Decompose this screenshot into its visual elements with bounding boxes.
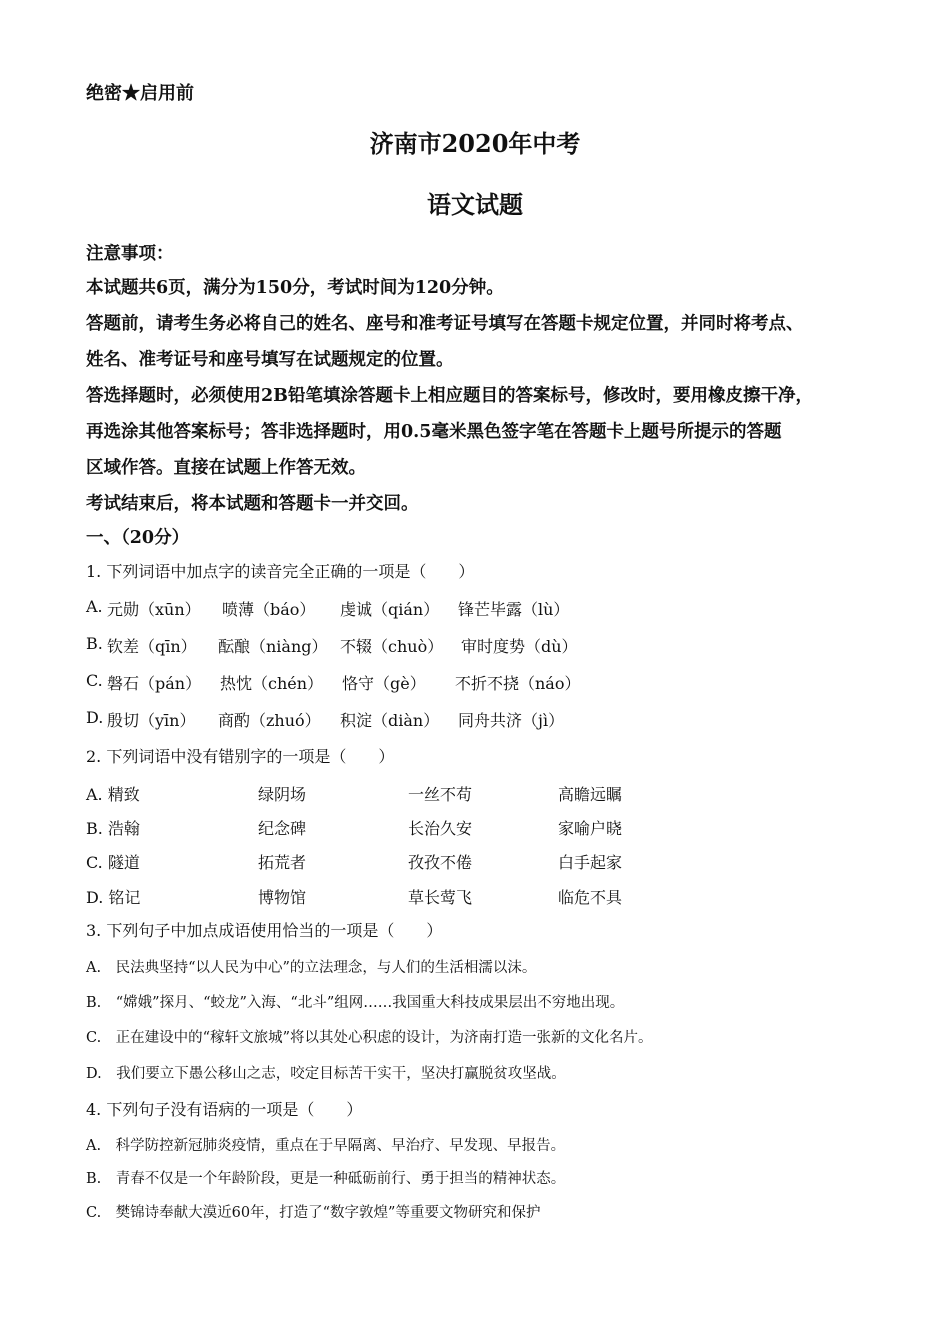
q2-option-item: 博物馆 xyxy=(258,888,307,907)
q2-option-item: 临危不具 xyxy=(558,888,623,907)
section-heading: 一、（20分） xyxy=(86,528,190,548)
q2-option-item: 长治久安 xyxy=(408,819,473,838)
q1-option-item: 虔诚（qián） xyxy=(340,600,440,619)
q2-option-item: 草长莺飞 xyxy=(408,888,473,907)
q1-option-item: 喷薄（báo） xyxy=(222,600,316,619)
q2-option-item: 拓荒者 xyxy=(258,853,307,872)
notes-line: 本试题共6页，满分为150分，考试时间为120分钟。 xyxy=(86,278,504,298)
q2-option-label: A. 精致 xyxy=(86,785,140,804)
exam-title: 济南市2020年中考 xyxy=(369,129,581,158)
q1-option-label: B. xyxy=(86,634,103,653)
q2-option-item: 高瞻远瞩 xyxy=(558,785,623,804)
q1-option-item: 钦差（qīn） xyxy=(107,637,197,656)
notes-line: 再选涂其他答案标号；答非选择题时，用0.5毫米黑色签字笔在答题卡上题号所提示的答题 xyxy=(86,422,782,442)
q1-option-item: 锋芒毕露（lù） xyxy=(458,600,570,619)
q1-option-item: 酝酿（niàng） xyxy=(218,637,328,656)
q3-option: A. 民法典坚持“以人民为中心”的立法理念，与人们的生活相濡以沫。 xyxy=(86,960,537,976)
q1-option-item: 殷切（yīn） xyxy=(107,711,196,730)
q1-option-item: 恪守（gè） xyxy=(342,674,426,693)
q4-option: B. 青春不仅是一个年龄阶段，更是一种砥砺前行、勇于担当的精神状态。 xyxy=(86,1171,566,1187)
q1-option-item: 不辍（chuò） xyxy=(340,637,444,656)
exam-subtitle: 语文试题 xyxy=(427,190,523,219)
q3-option: D. 我们要立下愚公移山之志，咬定目标苦干实干，坚决打赢脱贫攻坚战。 xyxy=(86,1066,566,1082)
q1-option-label: C. xyxy=(86,671,103,690)
q2-option-item: 纪念碑 xyxy=(258,819,307,838)
q4-option: C. 樊锦诗奉献大漠近60年，打造了“数字敦煌”等重要文物研究和保护 xyxy=(86,1205,541,1221)
q3-option: B. “嫦娥”探月、“蛟龙”入海、“北斗”组网……我国重大科技成果层出不穷地出现。 xyxy=(86,995,625,1011)
q2-option-item: 一丝不苟 xyxy=(408,785,473,804)
confidential-mark: 绝密★启用前 xyxy=(86,83,194,104)
q2-option-label: C. 隧道 xyxy=(86,853,140,872)
notes-line: 答题前，请考生务必将自己的姓名、座号和准考证号填写在答题卡规定位置，并同时将考点、 xyxy=(86,314,804,334)
q1-option-item: 元勋（xūn） xyxy=(107,600,201,619)
q2-option-label: B. 浩翰 xyxy=(86,819,140,838)
q1-option-item: 磐石（pán） xyxy=(107,674,202,693)
q1-option-item: 同舟共济（jì） xyxy=(458,711,565,730)
question-2-stem: 2. 下列词语中没有错别字的一项是（ ） xyxy=(86,747,395,766)
q1-option-item: 审时度势（dù） xyxy=(461,637,578,656)
notes-line: 姓名、准考证号和座号填写在试题规定的位置。 xyxy=(86,350,454,370)
q4-option: A. 科学防控新冠肺炎疫情，重点在于早隔离、早治疗、早发现、早报告。 xyxy=(86,1138,566,1154)
q1-option-item: 热忱（chén） xyxy=(220,674,324,693)
q3-option: C. 正在建设中的“稼轩文旅城”将以其处心积虑的设计，为济南打造一张新的文化名片。 xyxy=(86,1030,653,1046)
notes-heading: 注意事项： xyxy=(86,244,174,264)
q1-option-label: A. xyxy=(86,597,103,616)
q2-option-item: 绿阴场 xyxy=(258,785,307,804)
q1-option-item: 积淀（diàn） xyxy=(340,711,440,730)
q1-option-item: 商酌（zhuó） xyxy=(218,711,321,730)
q2-option-label: D. 铭记 xyxy=(86,888,141,907)
question-3-stem: 3. 下列句子中加点成语使用恰当的一项是（ ） xyxy=(86,921,443,940)
notes-line: 答选择题时，必须使用2B铅笔填涂答题卡上相应题目的答案标号，修改时，要用橡皮擦干净， xyxy=(86,386,813,406)
notes-line: 考试结束后，将本试题和答题卡一并交回。 xyxy=(86,494,419,514)
q2-option-item: 白手起家 xyxy=(558,853,623,872)
q2-option-item: 家喻户晓 xyxy=(558,819,623,838)
question-1-stem: 1. 下列词语中加点字的读音完全正确的一项是（ ） xyxy=(86,562,475,581)
q2-option-item: 孜孜不倦 xyxy=(408,853,473,872)
q1-option-item: 不折不挠（náo） xyxy=(455,674,581,693)
question-4-stem: 4. 下列句子没有语病的一项是（ ） xyxy=(86,1100,363,1119)
notes-line: 区域作答。直接在试题上作答无效。 xyxy=(86,458,366,478)
q1-option-label: D. xyxy=(86,708,104,727)
